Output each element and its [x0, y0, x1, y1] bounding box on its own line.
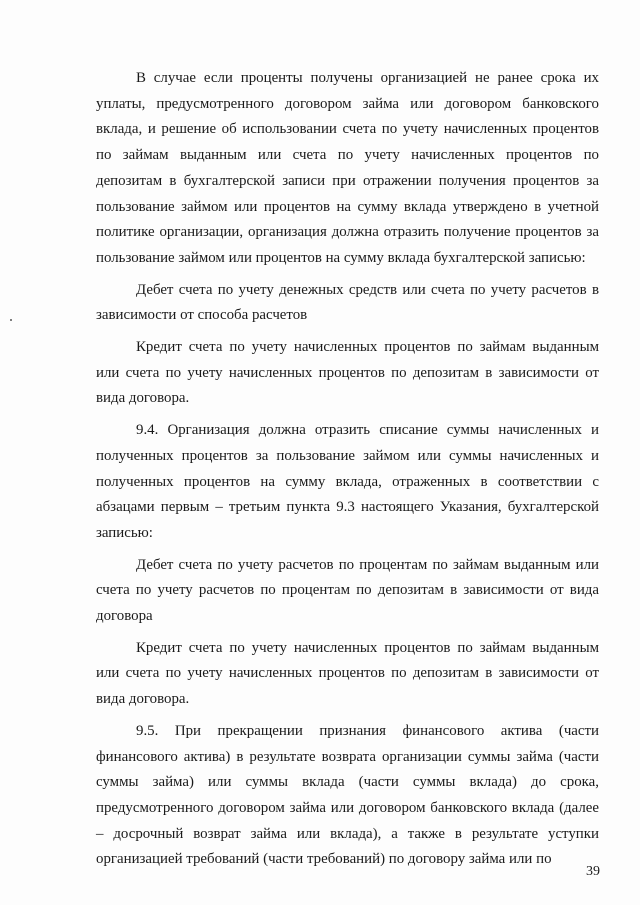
paragraph-section-9-5: 9.5. При прекращении признания финансового актива (части финансового актива) в результате возврата организации суммы займа (части суммы займа) или суммы вклада (части суммы вклада) до срока, предусмотренного договором займа или договором банковского вклада (далее – досрочный возврат займа или вклада), а также в результате уступки организацией требований (части требований) по договору займа или по: [96, 722, 599, 868]
document-body: [96, 66, 599, 873]
paragraph-credit-accrued: Кредит счета по учету начисленных процентов по займам выданным или счета по учету начисленных процентов по депозитам в зависимости от вида договора.: [96, 339, 599, 407]
scan-artifact: [10, 319, 12, 321]
paragraph-debit-settlements: Дебет счета по учету расчетов по процентам по займам выданным или счета по учету расчетов по процентам по депозитам в зависимости от вида договора: [96, 556, 599, 625]
page-number: 39: [586, 864, 600, 879]
paragraph-debit-cash: Дебет счета по учету денежных средств или счета по учету расчетов в зависимости от способа расчетов: [96, 281, 599, 324]
paragraph-interest-received: В случае если проценты получены организацией не ранее срока их уплаты, предусмотренного договором займа или договором банковского вклада, и решение об использовании счета по учету начисленных процентов по займам выданным или счета по учету начисленных процентов по депозитам в бухгалтерской записи при отражении получения процентов за пользование займом или процентов на сумму вклада утверждено в учетной политике организации, организация должна отразить получение процентов за пользование займом или процентов на сумму вклада бухгалтерской записью:: [96, 70, 599, 266]
paragraph-section-9-4: 9.4. Организация должна отразить списание суммы начисленных и полученных процентов за пользование займом или суммы начисленных и полученных процентов на сумму вклада, отраженных в соответствии с абзацами первым – третьим пункта 9.3 настоящего Указания, бухгалтерской записью:: [96, 422, 599, 541]
paragraph-credit-accrued-2: Кредит счета по учету начисленных процентов по займам выданным или счета по учету начисленных процентов по депозитам в зависимости от вида договора.: [96, 639, 599, 708]
